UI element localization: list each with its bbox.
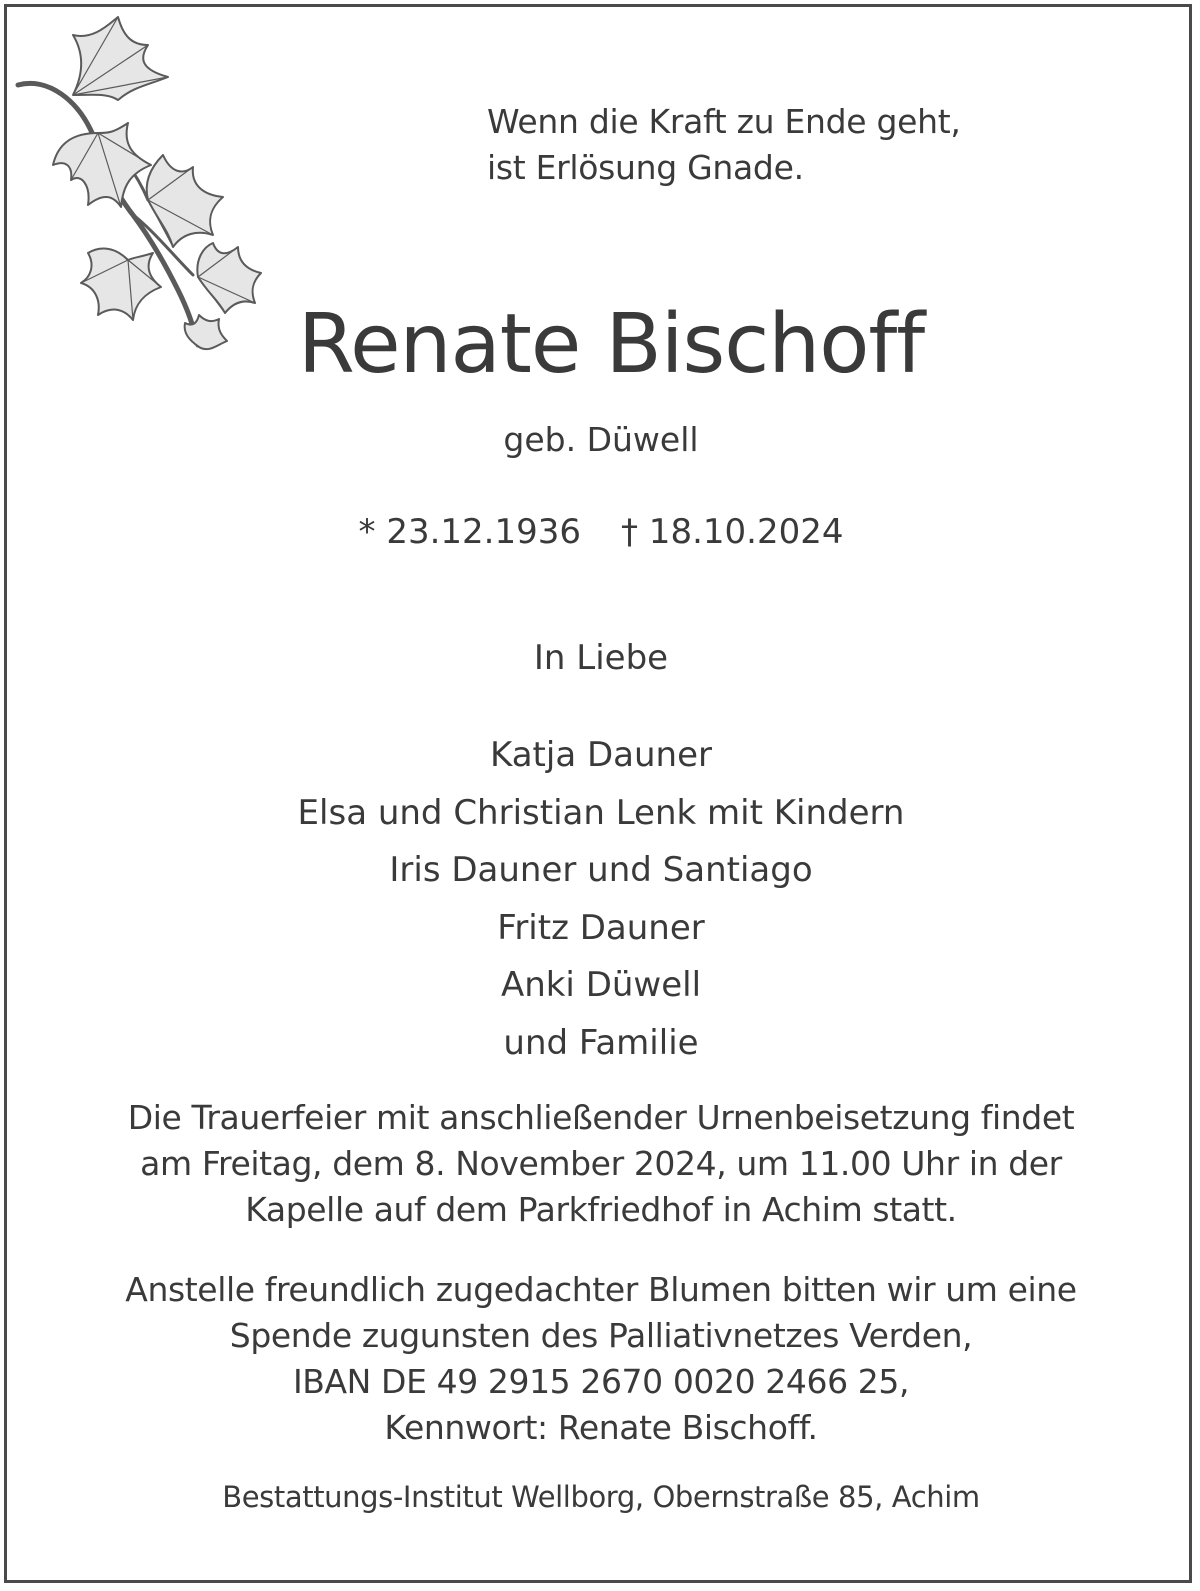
donation-info: [7, 1267, 1195, 1451]
ceremony-line: Kapelle auf dem Parkfriedhof in Achim statt.: [245, 1190, 957, 1229]
mourner-item: Anki Düwell: [500, 965, 702, 1005]
funeral-home: Bestattungs-Institut Wellborg, Obernstraße 85, Achim: [222, 1480, 980, 1514]
death-date: † 18.10.2024: [621, 512, 844, 552]
quote-block: [487, 99, 1127, 191]
mourner-item: Elsa und Christian Lenk mit Kindern: [297, 792, 905, 833]
deceased-name: Renate Bischoff: [297, 297, 925, 392]
donation-line: Kennwort: Renate Bischoff.: [384, 1408, 818, 1447]
mourner-item: Fritz Dauner: [497, 907, 705, 948]
in-love-line: In Liebe: [533, 638, 669, 678]
quote-line: Wenn die Kraft zu Ende geht,: [487, 102, 961, 141]
ceremony-info: [7, 1095, 1195, 1233]
quote-line: ist Erlösung Gnade.: [487, 148, 804, 187]
mourner-item: Iris Dauner und Santiago: [389, 850, 813, 890]
donation-line: Anstelle freundlich zugedachter Blumen bitten wir um eine: [125, 1270, 1077, 1309]
obituary-notice: [4, 4, 1192, 1583]
donation-line: Spende zugunsten des Palliativnetzes Verden,: [229, 1316, 973, 1355]
birth-date: * 23.12.1936: [358, 512, 581, 552]
mourner-item: und Familie: [503, 1022, 699, 1063]
mourner-item: Katja Dauner: [490, 735, 712, 775]
donation-line: IBAN DE 49 2915 2670 0020 2466 25,: [292, 1362, 910, 1401]
ceremony-line: am Freitag, dem 8. November 2024, um 11.00 Uhr in der: [140, 1144, 1062, 1183]
birth-name: geb. Düwell: [503, 420, 699, 459]
life-dates: [7, 509, 1195, 555]
ceremony-line: Die Trauerfeier mit anschließender Urnenbeisetzung findet: [127, 1098, 1075, 1137]
mourners-list: [7, 727, 1195, 1072]
